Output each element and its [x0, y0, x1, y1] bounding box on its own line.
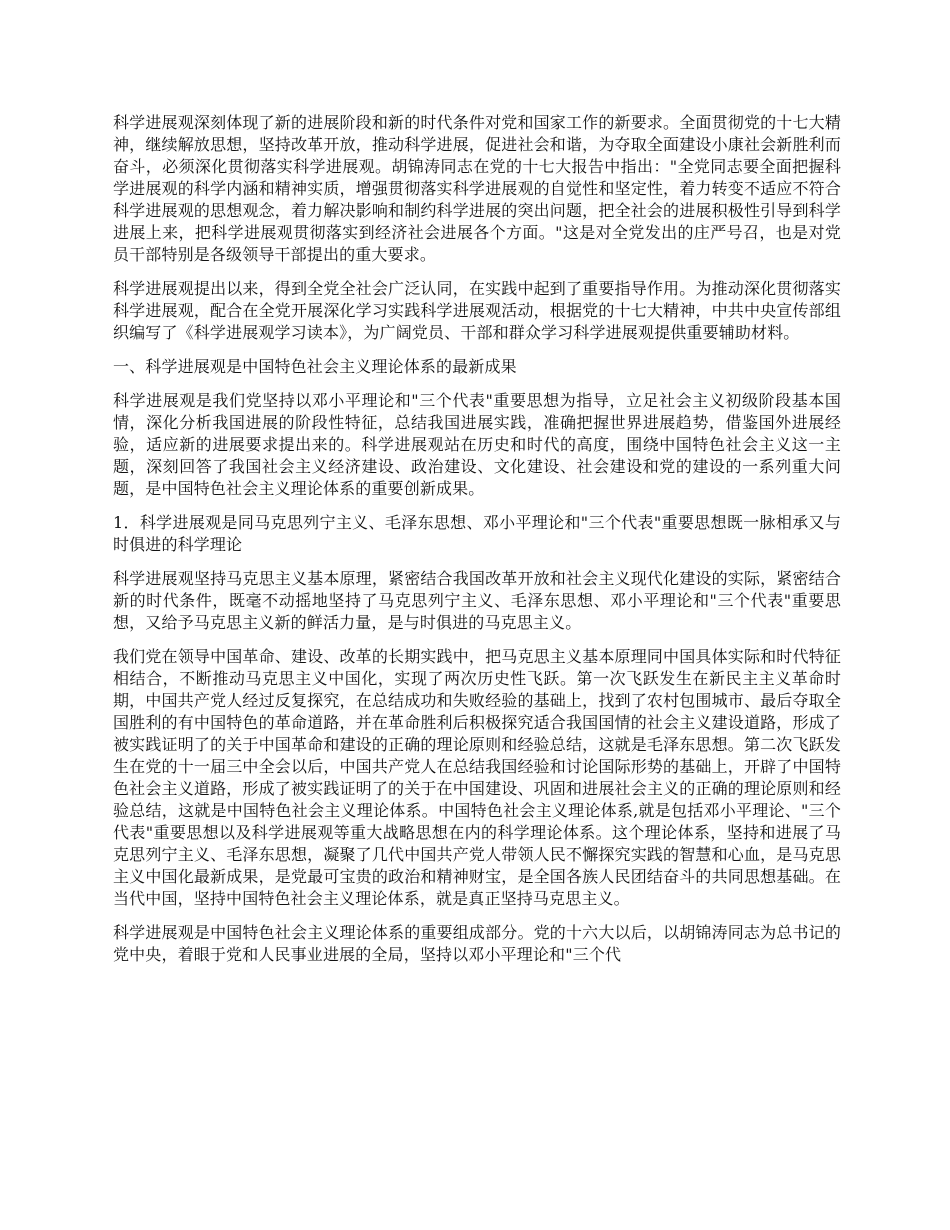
paragraph-reading-material: 科学进展观提出以来，得到全党全社会广泛认同，在实践中起到了重要指导作用。为推动深化贯彻落实科学进展观，配合在全党开展深化学习实践科学进展观活动，根据党的十七大精神，中共中央宣传部组织编写了《科学进展观学习读本》，为广阔党员、干部和群众学习科学进展观提供重要辅助材料。: [113, 279, 841, 342]
subsection-heading-1: 1．科学进展观是同马克思列宁主义、毛泽东思想、邓小平理论和"三个代表"重要思想既一脉相承又与时俱进的科学理论: [113, 513, 841, 554]
paragraph-intro: 科学进展观深刻体现了新的进展阶段和新的时代条件对党和国家工作的新要求。全面贯彻党的十七大精神，继续解放思想，坚持改革开放，推动科学进展，促进社会和谐，为夺取全面建设小康社会新胜利而奋斗，必须深化贯彻落实科学进展观。胡锦涛同志在党的十七大报告中指出："全党同志要全面把握科学进展观的科学内涵和精神实质，增强贯彻落实科学进展观的自觉性和坚定性，着力转变不适应不符合科学进展观的思想观念，着力解决影响和制约科学进展的突出问题，把全社会的进展积极性引导到科学进展上来，把科学进展观贯彻落实到经济社会进展各个方面。"这是对全党发出的庄严号召，也是对党员干部特别是各级领导干部提出的重大要求。: [113, 113, 841, 264]
paragraph-two-leaps: 我们党在领导中国革命、建设、改革的长期实践中，把马克思主义基本原理同中国具体实际和时代特征相结合，不断推动马克思主义中国化，实现了两次历史性飞跃。第一次飞跃发生在新民主主义革命时期，中国共产党人经过反复探究，在总结成功和失败经验的基础上，找到了农村包围城市、最后夺取全国胜利的有中国特色的革命道路，并在革命胜利后积极探究适合我国国情的社会主义建设道路，形成了被实践证明了的关于中国革命和建设的正确的理论原则和经验总结，这就是毛泽东思想。第二次飞跃发生在党的十一届三中全会以后，中国共产党人在总结我国经验和讨论国际形势的基础上，开辟了中国特色社会主义道路，形成了被实践证明了的关于在中国建设、巩固和进展社会主义的正确的理论原则和经验总结，这就是中国特色社会主义理论体系。中国特色社会主义理论体系,就是包括邓小平理论、"三个代表"重要思想以及科学进展观等重大战略思想在内的科学理论体系。这个理论体系，坚持和进展了马克思列宁主义、毛泽东思想，凝聚了几代中国共产党人带领人民不懈探究实践的智慧和心血，是马克思主义中国化最新成果，是党最可宝贵的政治和精神财宝，是全国各族人民团结奋斗的共同思想基础。在当代中国，坚持中国特色社会主义理论体系，就是真正坚持马克思主义。: [113, 647, 841, 908]
paragraph-subsection-1: 科学进展观坚持马克思主义基本原理，紧密结合我国改革开放和社会主义现代化建设的实际，紧密结合新的时代条件，既毫不动摇地坚持了马克思列宁主义、毛泽东思想、邓小平理论和"三个代表"重要思想，又给予马克思主义新的鲜活力量，是与时俱进的马克思主义。: [113, 569, 841, 632]
document-body: [113, 112, 841, 978]
paragraph-component: 科学进展观是中国特色社会主义理论体系的重要组成部分。党的十六大以后，以胡锦涛同志为总书记的党中央，着眼于党和人民事业进展的全局，坚持以邓小平理论和"三个代: [113, 923, 841, 964]
section-heading-1: 一、科学进展观是中国特色社会主义理论体系的最新成果: [113, 357, 517, 376]
paragraph-section-1: 科学进展观是我们党坚持以邓小平理论和"三个代表"重要思想为指导，立足社会主义初级阶段基本国情，深化分析我国进展的阶段性特征，总结我国进展实践，准确把握世界进展趋势，借鉴国外进展经验，适应新的进展要求提出来的。科学进展观站在历史和时代的高度，围绕中国特色社会主义这一主题，深刻回答了我国社会主义经济建设、政治建设、文化建设、社会建设和党的建设的一系列重大问题，是中国特色社会主义理论体系的重要创新成果。: [113, 391, 841, 498]
